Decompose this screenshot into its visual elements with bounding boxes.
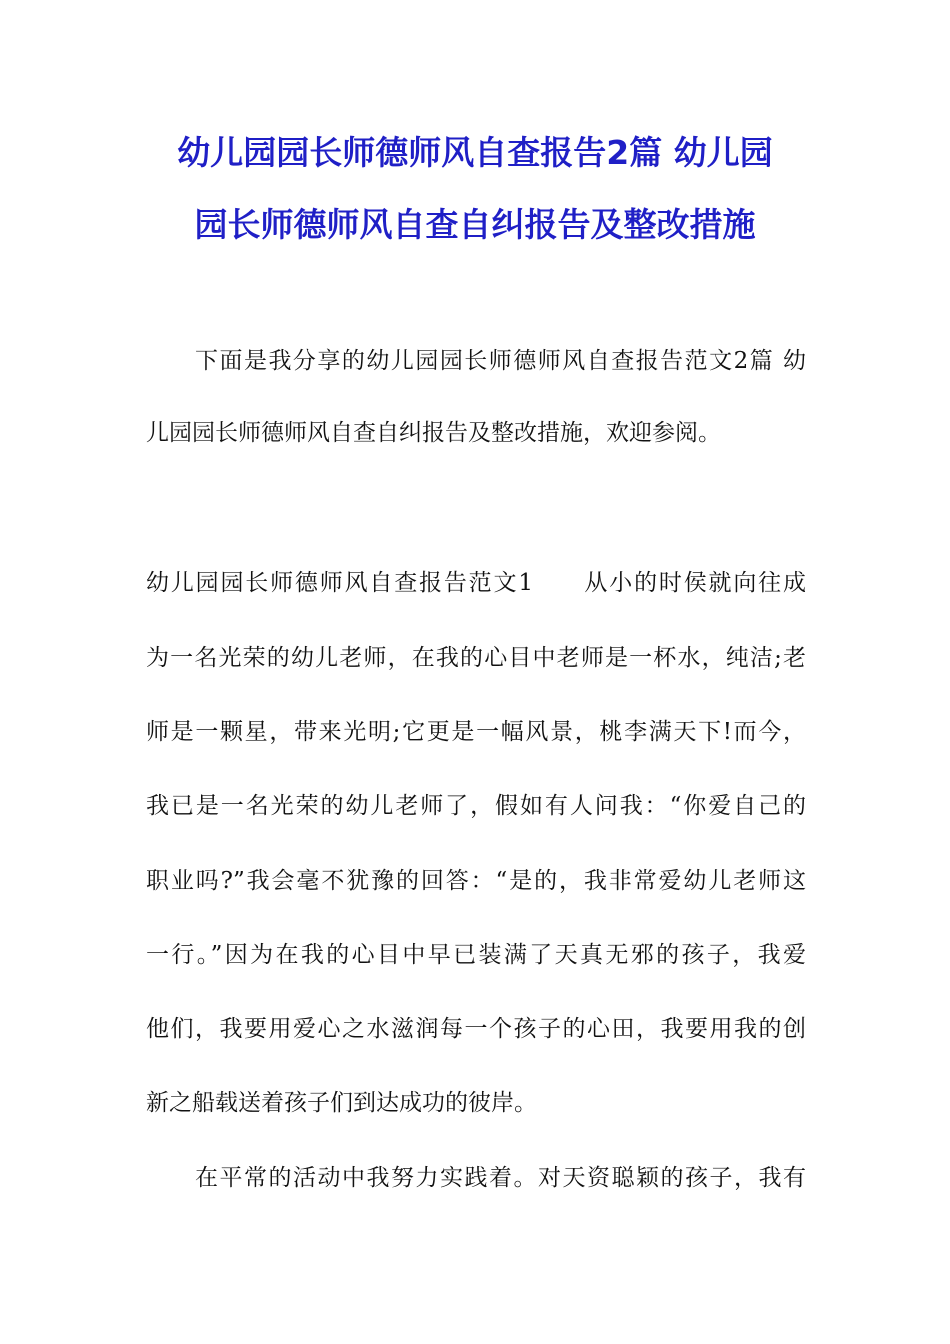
body-paragraph-line-7: 他们，我要用爱心之水滋润每一个孩子的心田，我要用我的创 [146, 1016, 806, 1042]
body-paragraph-line-8: 新之船载送着孩子们到达成功的彼岸。 [146, 1090, 537, 1116]
body-paragraph-line-2: 为一名光荣的幼儿老师，在我的心目中老师是一杯水，纯洁;老 [146, 645, 806, 671]
body-paragraph-line-4: 我已是一名光荣的幼儿老师了，假如有人问我：“你爱自己的 [146, 793, 806, 819]
document-title-line-1: 幼儿园园长师德师风自查报告2篇 幼儿园 [177, 133, 773, 172]
body-paragraph-line-3: 师是一颗星，带来光明;它更是一幅风景，桃李满天下!而今， [146, 719, 806, 745]
body-paragraph-line-1: 幼儿园园长师德师风自查报告范文1 从小的时侯就向往成 [146, 570, 806, 596]
body-paragraph-line-6: 一行。”因为在我的心目中早已装满了天真无邪的孩子，我爱 [146, 942, 806, 968]
intro-paragraph-line-1: 下面是我分享的幼儿园园长师德师风自查报告范文2篇 幼 [195, 348, 806, 374]
document-title-line-2: 园长师德师风自查自纠报告及整改措施 [194, 205, 756, 244]
body-paragraph-line-5: 职业吗?”我会毫不犹豫的回答：“是的，我非常爱幼儿老师这 [146, 868, 806, 894]
last-paragraph-line-1: 在平常的活动中我努力实践着。对天资聪颖的孩子，我有 [195, 1165, 806, 1191]
intro-paragraph-line-2: 儿园园长师德师风自查自纠报告及整改措施，欢迎参阅。 [146, 420, 721, 446]
